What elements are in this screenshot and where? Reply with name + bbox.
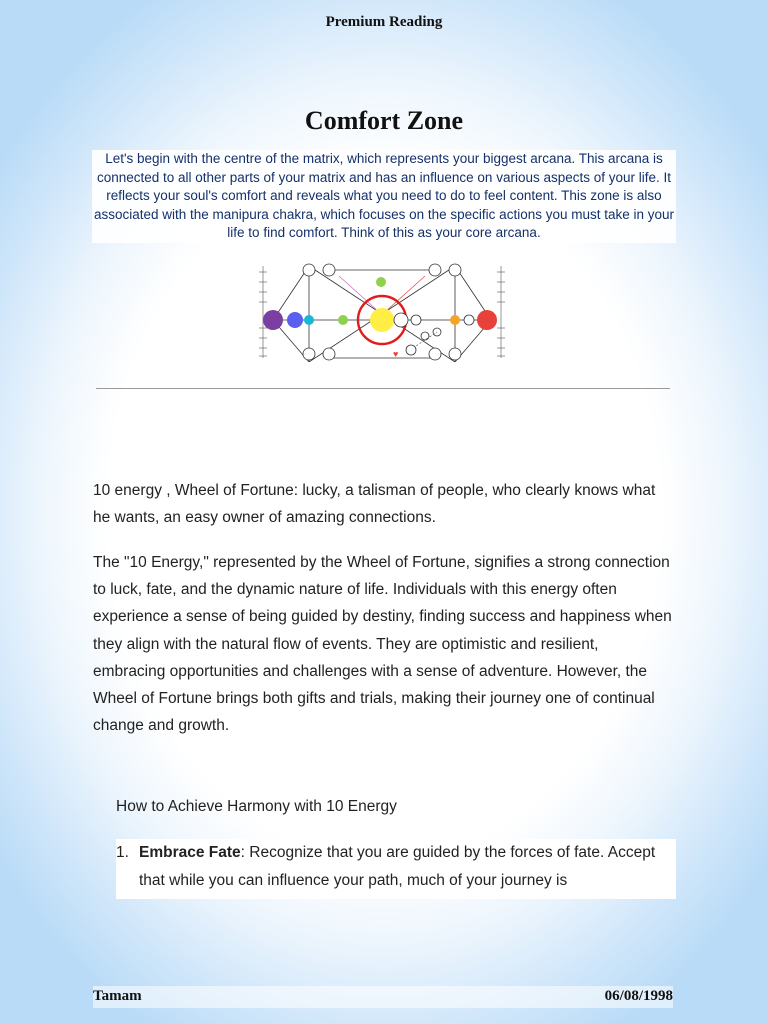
matrix-node — [429, 264, 441, 276]
matrix-node-cyan — [304, 315, 314, 325]
list-item-term: Embrace Fate — [139, 844, 241, 861]
matrix-node — [323, 348, 335, 360]
matrix-node — [303, 348, 315, 360]
matrix-accent-line — [339, 276, 379, 312]
matrix-node — [411, 315, 421, 325]
matrix-node — [394, 313, 408, 327]
matrix-node — [464, 315, 474, 325]
page-header-title: Premium Reading — [325, 14, 443, 30]
matrix-node-green — [376, 277, 386, 287]
matrix-node — [421, 332, 429, 340]
footer-date: 06/08/1998 — [604, 988, 673, 1004]
matrix-node-purple — [263, 310, 283, 330]
heart-icon: ♥ — [393, 349, 399, 359]
matrix-node-green — [338, 315, 348, 325]
matrix-scale-left — [259, 266, 267, 358]
matrix-node — [449, 348, 461, 360]
footer-bar — [93, 986, 673, 1008]
section-title: Comfort Zone — [304, 106, 464, 135]
list-item — [116, 839, 676, 899]
matrix-node-blue — [287, 312, 303, 328]
matrix-node — [406, 345, 416, 355]
energy-description: The "10 Energy," represented by the Wheel of Fortune, signifies a strong connection to luck, fate, and the dynamic nature of life. Individuals with this energy often experience a sense of being guided by destiny, finding success and happiness when they align with the natural flow of events. They are optimistic and resilient, embracing opportunities and challenges with a sense of adventure. However, the Wheel of Fortune brings both gifts and trials, making their journey one of continual change and growth. — [93, 554, 672, 735]
intro-paragraph: Let's begin with the centre of the matrix, which represents your biggest arcana. This arcana is connected to all other parts of your matrix and has an influence on various aspects of your life. It reflects your soul's comfort and reveals what you need to do to feel content. This zone is also associated with the manipura chakra, which focuses on the specific actions you must take in your life to find comfort. Think of this as your core arcana. — [92, 150, 676, 243]
section-divider — [96, 388, 670, 389]
matrix-node-orange — [450, 315, 460, 325]
list-item-text: : Recognize that you are guided by the forces of fate. Accept that while you can influence your path, much of your journey is — [139, 844, 656, 889]
matrix-node — [303, 264, 315, 276]
matrix-node — [323, 264, 335, 276]
matrix-node — [449, 264, 461, 276]
energy-summary: 10 energy , Wheel of Fortune: lucky, a talisman of people, who clearly knows what he wants, an easy owner of amazing connections. — [93, 482, 656, 526]
footer-name: Tamam — [93, 988, 142, 1004]
matrix-node-red — [477, 310, 497, 330]
matrix-diagram — [249, 262, 515, 362]
matrix-accent-line — [385, 276, 425, 312]
matrix-center-node — [370, 308, 394, 332]
destiny-matrix-image — [249, 262, 515, 362]
list-item-body — [139, 839, 669, 895]
list-item-number: 1. — [116, 844, 129, 861]
matrix-node — [429, 348, 441, 360]
harmony-heading: How to Achieve Harmony with 10 Energy — [116, 798, 397, 815]
matrix-scale-right — [497, 266, 505, 358]
